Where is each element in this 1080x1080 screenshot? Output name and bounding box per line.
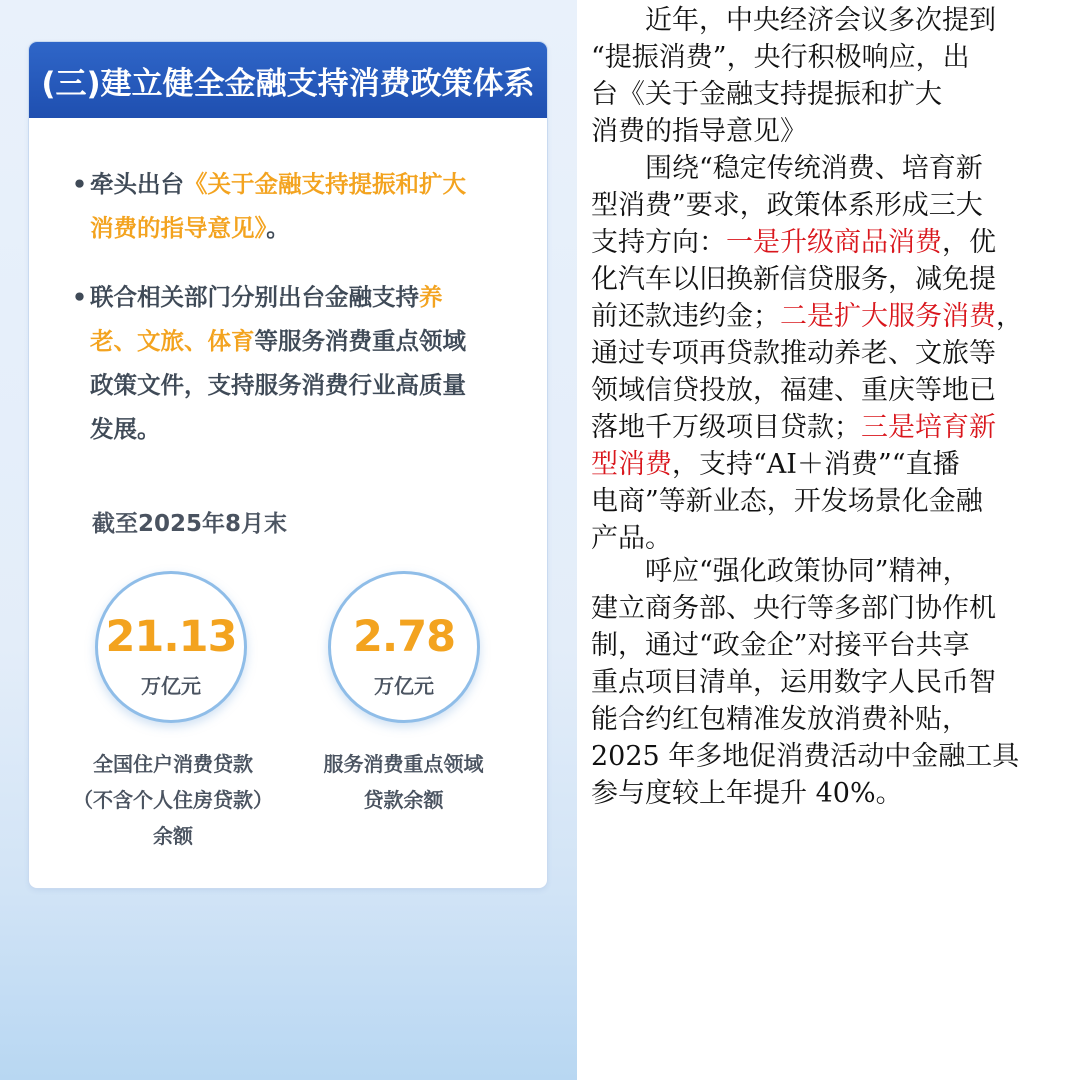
bullet2-prefix: 联合相关部门分别出台金融支持 xyxy=(90,283,419,311)
bullet1-highlight-line1: 《关于金融支持提振和扩大 xyxy=(184,170,466,198)
caption-line: 服务消费重点领域 xyxy=(323,752,484,776)
caption-line: 余额 xyxy=(153,824,193,848)
text-line xyxy=(591,446,1065,483)
text-line: 近年，中央经济会议多次提到 xyxy=(645,5,996,36)
text-line xyxy=(591,409,1065,446)
caption-line: 贷款余额 xyxy=(363,788,444,812)
text-line: 领域信贷投放，福建、重庆等地已 xyxy=(591,375,996,406)
bullet2-highlight-2: 老、文旅、体育 xyxy=(90,327,255,355)
bullet1-suffix: 。 xyxy=(266,214,290,242)
bullet2-line2-rest: 等服务消费重点领域 xyxy=(254,327,466,355)
text-line: “提振消费”，央行积极响应，出 xyxy=(591,42,970,73)
bullet-text-2 xyxy=(72,275,512,451)
paragraph-2 xyxy=(591,150,1065,557)
stat-unit: 万亿元 xyxy=(374,674,434,698)
text-line: 参与度较上年提升 40%。 xyxy=(591,778,903,809)
text-segment: ，支持“AI＋消费”“直播 xyxy=(672,449,960,480)
stat-value: 2.78 xyxy=(352,612,456,662)
stat-unit: 万亿元 xyxy=(141,674,201,698)
bullet2-line4: 发展。 xyxy=(90,415,161,443)
stat-circle-service-loans xyxy=(328,571,480,723)
text-line: 2025 年多地促消费活动中金融工具 xyxy=(591,741,1020,772)
stat-value: 21.13 xyxy=(105,612,237,662)
card-header-title: (三)建立健全金融支持消费政策体系 xyxy=(41,65,535,102)
bullet-item-1 xyxy=(72,162,512,250)
text-line: 通过专项再贷款推动养老、文旅等 xyxy=(591,338,996,369)
text-line xyxy=(591,298,1065,335)
bullet2-highlight-1: 养 xyxy=(419,283,443,311)
article-text-panel xyxy=(577,0,1080,1080)
text-line: 产品。 xyxy=(591,523,672,554)
caption-line: （不含个人住房贷款） xyxy=(73,788,273,812)
text-line: 台《关于金融支持提振和扩大 xyxy=(591,79,942,110)
stat-circle-household-loans xyxy=(95,571,247,723)
paragraph-1 xyxy=(591,2,1065,150)
text-line: 重点项目清单，运用数字人民币智 xyxy=(591,667,996,698)
stat-caption-service-loans xyxy=(296,746,511,818)
text-line: 化汽车以旧换新信贷服务，减免提 xyxy=(591,264,996,295)
text-segment: 落地千万级项目贷款； xyxy=(591,412,861,443)
caption-line: 全国住户消费贷款 xyxy=(93,752,253,776)
text-line: 能合约红包精准发放消费补贴， xyxy=(591,704,969,735)
text-line xyxy=(591,224,1065,261)
text-line: 电商”等新业态，开发场景化金融 xyxy=(591,486,983,517)
highlight-cultivate-new: 三是培育新 xyxy=(861,412,996,443)
text-line: 建立商务部、央行等多部门协作机 xyxy=(591,593,996,624)
as-of-date: 截至2025年8月末 xyxy=(92,511,288,537)
paragraph-3 xyxy=(591,553,1065,812)
bullet-dot: • xyxy=(72,170,88,198)
text-segment: ， xyxy=(996,301,1023,332)
text-line: 围绕“稳定传统消费、培育新 xyxy=(645,153,983,184)
bullet2-line3: 政策文件，支持服务消费行业高质量 xyxy=(90,371,466,399)
text-line: 制，通过“政金企”对接平台共享 xyxy=(591,630,970,661)
bullet1-prefix: 牵头出台 xyxy=(90,170,184,198)
text-line: 型消费”要求，政策体系形成三大 xyxy=(591,190,983,221)
bullet-text-1 xyxy=(72,162,512,250)
text-segment: 前还款违约金； xyxy=(591,301,780,332)
highlight-expand-services: 二是扩大服务消费 xyxy=(780,301,996,332)
card-header xyxy=(29,42,547,118)
text-line: 呼应“强化政策协同”精神， xyxy=(645,556,970,587)
text-line: 消费的指导意见》 xyxy=(591,116,807,147)
highlight-new-consumption: 型消费 xyxy=(591,449,672,480)
bullet-dot: • xyxy=(72,283,88,311)
stat-caption-household-loans xyxy=(58,746,288,854)
text-segment: 支持方向： xyxy=(591,227,726,258)
text-segment: ，优 xyxy=(942,227,996,258)
bullet1-highlight-line2: 消费的指导意见》 xyxy=(90,214,267,242)
highlight-upgrade-goods: 一是升级商品消费 xyxy=(726,227,942,258)
bullet-item-2 xyxy=(72,275,512,451)
